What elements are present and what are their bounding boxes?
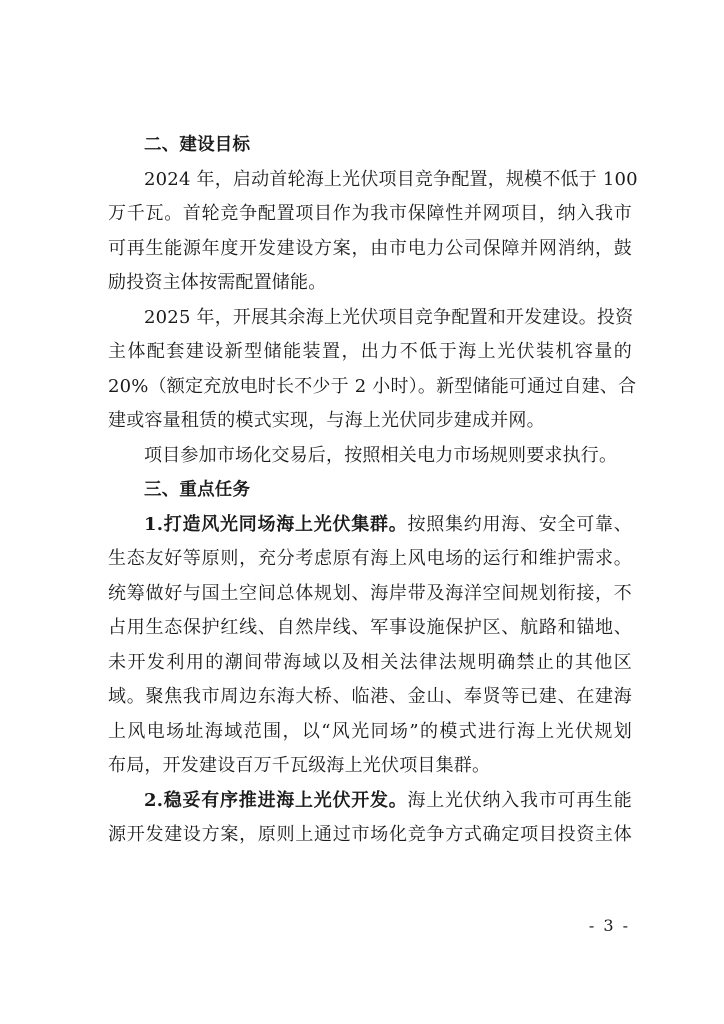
paragraph-line: 2025 年，开展其余海上光伏项目竞争配置和开发建设。投资 (144, 306, 634, 328)
paragraph-line: 布局，开发建设百万千瓦级海上光伏项目集群。 (108, 755, 491, 776)
task-1-first-line-text: 按照集约用海、安全可靠、 (407, 513, 633, 535)
task-2-title: 2.稳妥有序推进海上光伏开发。 (144, 789, 408, 811)
paragraph-2024 (108, 163, 638, 301)
paragraph-line: 励投资主体按需配置储能。 (108, 272, 327, 293)
task-1-paragraph (108, 508, 632, 784)
task-1-title: 1.打造风光同场海上光伏集群。 (144, 513, 408, 535)
paragraph-line: 20%（额定充放电时长不少于 2 小时）。新型储能可通过自建、合 (108, 375, 637, 397)
paragraph-line: 源开发建设方案，原则上通过市场化竞争方式确定项目投资主体 (108, 824, 632, 845)
paragraph-line: 上风电场址海域范围，以“风光同场”的模式进行海上光伏规划 (108, 720, 632, 742)
page-number: - 3 - (588, 916, 630, 935)
task-2-first-line-text: 海上光伏纳入我市可再生能 (407, 789, 633, 811)
document-body (108, 128, 638, 853)
paragraph-market-trading: 项目参加市场化交易后，按照相关电力市场规则要求执行。 (144, 444, 618, 466)
paragraph-line: 生态友好等原则，充分考虑原有海上风电场的运行和维护需求。 (108, 548, 632, 569)
paragraph-line: 万千瓦。首轮竞争配置项目作为我市保障性并网项目，纳入我市 (108, 203, 632, 224)
paragraph-2025 (108, 301, 637, 439)
paragraph-line: 可再生能源年度开发建设方案，由市电力公司保障并网消纳，鼓 (108, 237, 632, 259)
paragraph-line: 域。聚焦我市周边东海大桥、临港、金山、奉贤等已建、在建海 (108, 686, 632, 707)
paragraph-line (108, 508, 632, 543)
task-2-paragraph (108, 784, 632, 853)
paragraph-line (108, 784, 632, 819)
paragraph-line: 建或容量租赁的模式实现，与海上光伏同步建成并网。 (108, 410, 545, 431)
paragraph-line: 主体配套建设新型储能装置，出力不低于海上光伏装机容量的 (108, 341, 632, 362)
section-heading-construction-goals: 二、建设目标 (144, 135, 251, 155)
paragraph-line: 占用生态保护红线、自然岸线、军事设施保护区、航路和锚地、 (108, 617, 632, 638)
section-heading-key-tasks: 三、重点任务 (144, 480, 251, 500)
paragraph-line: 未开发利用的潮间带海域以及相关法律法规明确禁止的其他区 (108, 651, 632, 673)
paragraph-line: 统筹做好与国土空间总体规划、海岸带及海洋空间规划衔接，不 (108, 582, 632, 604)
paragraph-line: 2024 年，启动首轮海上光伏项目竞争配置，规模不低于 100 (144, 168, 638, 190)
